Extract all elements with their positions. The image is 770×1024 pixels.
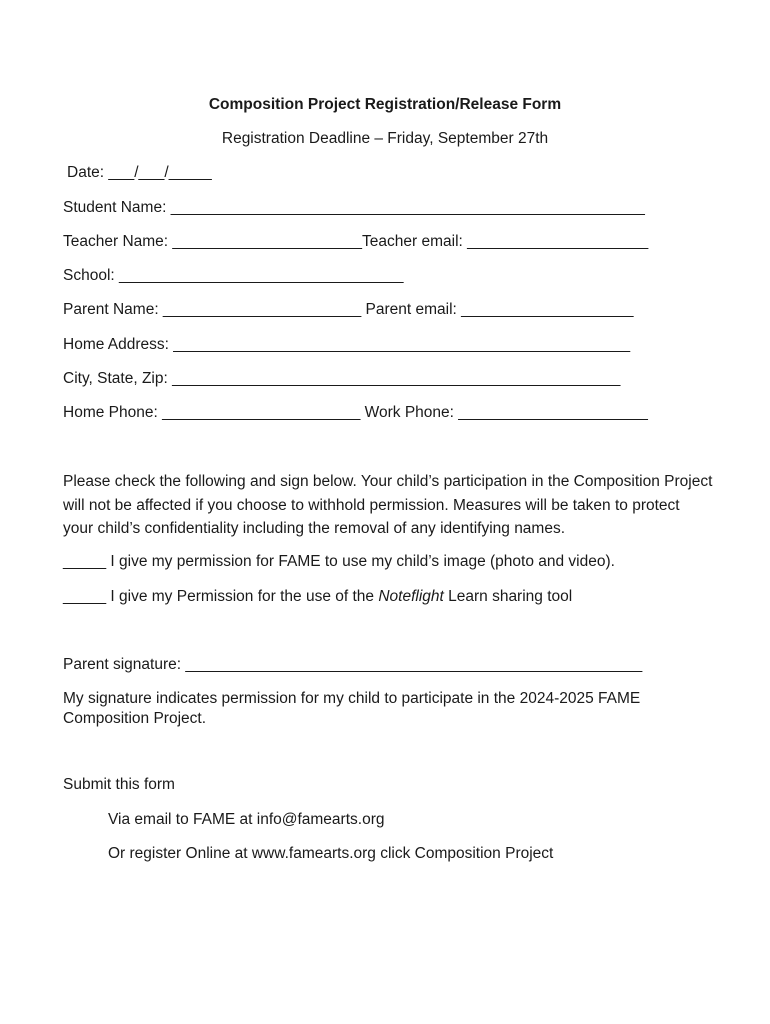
parent-signature-field[interactable]: Parent signature: _____________________________________________________ [63,656,643,673]
consent-intro: Please check the following and sign below. Your child’s participation in the Composition Project will not be affected if you choose to withhold permission. Measures will be taken to protect your child’s confidentiality including the removal of any identifying names. [63,473,713,537]
home-address-field[interactable]: Home Address: _____________________________________________________ [63,336,631,353]
submit-heading: Submit this form [63,776,175,793]
registration-deadline: Registration Deadline – Friday, September 27th [221,130,549,147]
phone-field[interactable]: Home Phone: _______________________ Work Phone: ______________________ [63,404,648,421]
signature-note: My signature indicates permission for my child to participate in the 2024-2025 FAME Composition Project. [63,690,641,727]
date-field[interactable]: Date: ___/___/_____ [67,164,212,181]
city-state-zip-field[interactable]: City, State, Zip: ____________________________________________________ [63,370,621,387]
student-name-field[interactable]: Student Name: _______________________________________________________ [63,199,645,216]
parent-field[interactable]: Parent Name: _______________________ Parent email: ____________________ [63,301,634,318]
noteflight-name: Noteflight [378,588,444,605]
check2-text-before: _____ I give my Permission for the use of the [63,588,379,605]
noteflight-permission-check[interactable] [63,588,572,606]
teacher-field[interactable]: Teacher Name: ______________________Teacher email: _____________________ [63,233,649,250]
form-title: Composition Project Registration/Release Form [208,96,562,113]
submit-online-line: Or register Online at www.famearts.org click Composition Project [108,845,554,862]
check2-text-after: Learn sharing tool [443,588,573,605]
image-permission-check[interactable]: _____ I give my permission for FAME to use my child’s image (photo and video). [63,553,615,570]
school-field[interactable]: School: _________________________________ [63,267,404,284]
submit-email-line: Via email to FAME at info@famearts.org [108,811,385,828]
